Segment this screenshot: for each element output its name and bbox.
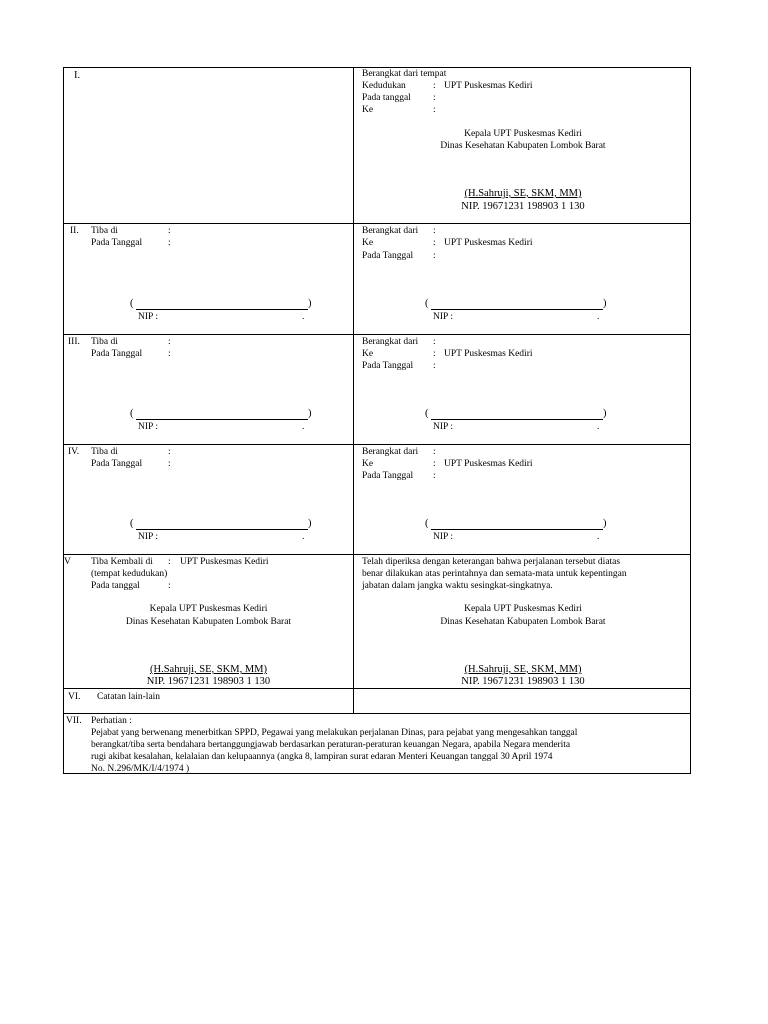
perhatian-line: rugi akibat kesalahan, kelalaian dan kelupaannya (angka 8, lampiran surat edaran Menteri Keuangan tanggal 30 April 1974 (91, 752, 553, 762)
nip-dot: . (302, 532, 305, 542)
ke-value: UPT Puskesmas Kediri (444, 459, 533, 469)
perhatian-label: Perhatian : (91, 716, 132, 726)
tiba-kembali-value: UPT Puskesmas Kediri (180, 557, 269, 567)
right-signer-title-2: Dinas Kesehatan Kabupaten Lombok Barat (440, 617, 606, 627)
signature-line (136, 529, 308, 530)
pada-tanggal-label: Pada Tanggal (362, 361, 414, 371)
pada-tanggal-colon: : (168, 459, 171, 469)
signer-title-2: Dinas Kesehatan Kabupaten Lombok Barat (125, 617, 292, 627)
kedudukan-colon: : (433, 81, 436, 91)
signature-paren-open: ( (425, 298, 429, 309)
nip-dot: . (302, 422, 305, 432)
pada-tanggal-label: Pada Tanggal (362, 471, 414, 481)
row-divider (64, 444, 690, 445)
pada-tanggal-label: Pada Tanggal (91, 349, 143, 359)
signer-nip: NIP. 19671231 198903 1 130 (146, 676, 271, 687)
signature-paren-close: ) (308, 518, 312, 529)
signature-paren-open: ( (130, 518, 134, 529)
section-vi-numeral: VI. (68, 692, 81, 702)
perhatian-line: Pejabat yang berwenang menerbitkan SPPD, Pegawai yang melakukan perjalanan Dinas, para pejabat yang mengesahkan tanggal (91, 728, 578, 738)
pada-tanggal-colon: : (433, 361, 436, 371)
row-divider (64, 554, 690, 555)
signer-title-1: Kepala UPT Puskesmas Kediri (149, 604, 268, 614)
perhatian-line: No. N.296/MK/I/4/1974 ) (91, 764, 190, 774)
berangkat-dari-label: Berangkat dari (362, 337, 419, 347)
signer-title-1: Kepala UPT Puskesmas Kediri (464, 129, 582, 139)
berangkat-dari-colon: : (433, 226, 436, 236)
ke-label: Ke (362, 349, 374, 359)
berangkat-dari-colon: : (433, 447, 436, 457)
signature-paren-close: ) (603, 408, 607, 419)
pada-tanggal-label: Pada tanggal (91, 581, 140, 591)
berangkat-dari-label: Berangkat dari (362, 226, 419, 236)
ke-label: Ke (362, 459, 374, 469)
perhatian-line: berangkat/tiba serta bendahara bertanggungjawab berdasarkan peraturan-peraturan keuangan Negara, apabila Negara menderita (91, 740, 570, 750)
pada-tanggal-colon: : (433, 93, 436, 103)
signature-paren-open: ( (425, 408, 429, 419)
berangkat-dari-colon: : (433, 337, 436, 347)
nip-label: NIP : (138, 312, 158, 322)
nip-dot: . (597, 422, 600, 432)
signer-name: (H.Sahruji, SE, SKM, MM) (150, 664, 267, 675)
pada-tanggal-colon: : (168, 581, 171, 591)
verification-statement-line: Telah diperiksa dengan keterangan bahwa perjalanan tersebut diatas (362, 557, 621, 567)
ke-value: UPT Puskesmas Kediri (444, 238, 533, 248)
right-signer-name: (H.Sahruji, SE, SKM, MM) (464, 664, 582, 675)
section-i-numeral: I. (74, 70, 81, 81)
signature-paren-close: ) (603, 298, 607, 309)
berangkat-dari-label: Berangkat dari (362, 447, 419, 457)
ke-label: Ke (362, 105, 374, 115)
pada-tanggal-label: Pada Tanggal (362, 251, 414, 261)
section-iv-numeral: IV. (68, 447, 80, 457)
catatan-label: Catatan lain-lain (97, 692, 161, 702)
signer-title-2: Dinas Kesehatan Kabupaten Lombok Barat (440, 141, 606, 151)
verification-statement-line: jabatan dalam jangka waktu sesingkat-singkatnya. (362, 581, 553, 591)
section-v-numeral: V (64, 557, 71, 567)
row-divider (64, 713, 690, 714)
signature-line (431, 419, 603, 420)
pada-tanggal-label: Pada Tanggal (91, 459, 143, 469)
tiba-di-label: Tiba di (91, 337, 118, 347)
section-ii-numeral: II. (70, 226, 79, 236)
signature-line (431, 529, 603, 530)
signature-line (136, 419, 308, 420)
nip-label: NIP : (433, 532, 453, 542)
ke-colon: : (433, 349, 436, 359)
tiba-di-colon: : (168, 226, 171, 236)
signature-line (136, 309, 308, 310)
right-signer-nip: NIP. 19671231 198903 1 130 (461, 676, 585, 687)
sppd-form-back-page (63, 67, 691, 774)
signer-nip: NIP. 19671231 198903 1 130 (461, 201, 585, 212)
nip-label: NIP : (138, 532, 158, 542)
verification-statement-line: benar dilakukan atas perintahnya dan semata-mata untuk kepentingan (362, 569, 627, 579)
ke-colon: : (433, 459, 436, 469)
pada-tanggal-colon: : (433, 471, 436, 481)
row-divider (64, 688, 690, 689)
ke-value: UPT Puskesmas Kediri (444, 349, 533, 359)
signer-name: (H.Sahruji, SE, SKM, MM) (464, 188, 582, 199)
pada-tanggal-colon: : (168, 349, 171, 359)
tiba-kembali-label: Tiba Kembali di (91, 557, 153, 567)
section-iii-numeral: III. (68, 337, 80, 347)
section-vii-numeral: VII. (66, 716, 82, 726)
nip-label: NIP : (433, 312, 453, 322)
signature-paren-close: ) (308, 408, 312, 419)
signature-paren-open: ( (130, 298, 134, 309)
tempat-kedudukan: (tempat kedudukan) (91, 569, 168, 579)
signature-paren-open: ( (425, 518, 429, 529)
tiba-di-colon: : (168, 337, 171, 347)
nip-dot: . (597, 532, 600, 542)
pada-tanggal-colon: : (433, 251, 436, 261)
ke-colon: : (433, 238, 436, 248)
ke-colon: : (433, 105, 436, 115)
row-divider (64, 334, 690, 335)
pada-tanggal-colon: : (168, 238, 171, 248)
pada-tanggal-label: Pada Tanggal (91, 238, 143, 248)
nip-dot: . (597, 312, 600, 322)
pada-tanggal-label: Pada tanggal (362, 93, 411, 103)
tiba-kembali-colon: : (168, 557, 171, 567)
kedudukan-label: Kedudukan (362, 81, 406, 91)
kedudukan-value: UPT Puskesmas Kediri (444, 81, 533, 91)
signature-paren-open: ( (130, 408, 134, 419)
depart-from-label: Berangkat dari tempat (362, 69, 447, 79)
row-divider (64, 223, 690, 224)
tiba-di-label: Tiba di (91, 226, 118, 236)
tiba-di-colon: : (168, 447, 171, 457)
nip-dot: . (302, 312, 305, 322)
signature-paren-close: ) (603, 518, 607, 529)
right-signer-title-1: Kepala UPT Puskesmas Kediri (464, 604, 582, 614)
tiba-di-label: Tiba di (91, 447, 118, 457)
nip-label: NIP : (433, 422, 453, 432)
signature-paren-close: ) (308, 298, 312, 309)
nip-label: NIP : (138, 422, 158, 432)
signature-line (431, 309, 603, 310)
ke-label: Ke (362, 238, 374, 248)
